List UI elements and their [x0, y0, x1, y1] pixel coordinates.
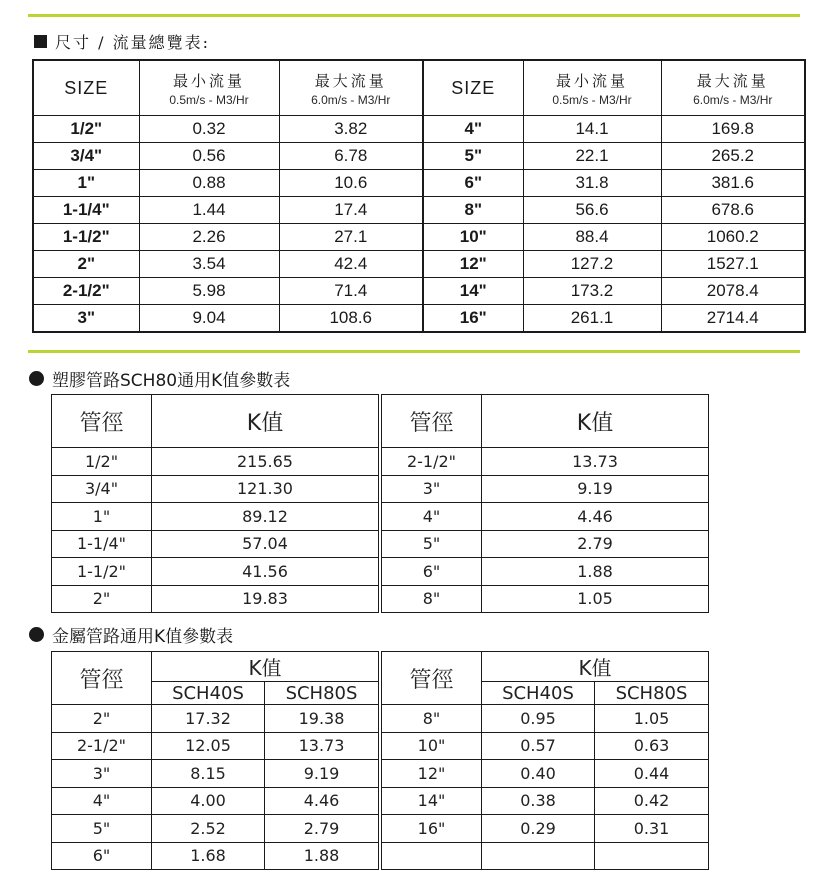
min-flow-cell: 2.26	[139, 224, 279, 251]
size-cell: 3/4"	[33, 143, 139, 170]
table-row	[382, 448, 709, 476]
pipe-size-cell: 3"	[382, 475, 482, 503]
k-value-cell: 1.05	[482, 585, 709, 613]
size-cell: 4"	[423, 116, 523, 143]
pipe-size-cell: 4"	[52, 787, 152, 815]
table-row	[33, 143, 805, 170]
sch80s-cell: 0.42	[595, 787, 709, 815]
min-flow-header: 最小流量	[523, 60, 661, 93]
max-flow-cell: 3.82	[279, 116, 423, 143]
max-flow-cell: 265.2	[661, 143, 805, 170]
size-cell: 16"	[423, 305, 523, 333]
pipe-size-cell: 8"	[382, 705, 482, 733]
table-row	[52, 815, 379, 843]
plastic-k-table-left	[51, 394, 379, 613]
pipe-size-cell: 16"	[382, 815, 482, 843]
size-cell: 1-1/2"	[33, 224, 139, 251]
table-row	[382, 475, 709, 503]
sch40s-cell: 0.29	[482, 815, 595, 843]
size-header: SIZE	[423, 60, 523, 116]
sch80s-cell: 0.31	[595, 815, 709, 843]
max-flow-cell: 10.6	[279, 170, 423, 197]
table-row	[33, 305, 805, 333]
table-row	[382, 530, 709, 558]
k-value-header: K值	[152, 395, 379, 448]
plastic-k-table-right	[381, 394, 709, 613]
min-flow-cell: 0.56	[139, 143, 279, 170]
max-flow-cell: 17.4	[279, 197, 423, 224]
table-row	[52, 760, 379, 788]
sch40s-header: SCH40S	[482, 682, 595, 705]
table-row	[33, 116, 805, 143]
sch40s-header: SCH40S	[152, 682, 265, 705]
pipe-size-cell: 3/4"	[52, 475, 152, 503]
k-value-cell: 13.73	[482, 448, 709, 476]
pipe-size-header: 管徑	[52, 652, 152, 705]
pipe-size-cell: 1/2"	[52, 448, 152, 476]
section3-title: 金屬管路通用K值參數表	[52, 627, 234, 647]
size-cell: 8"	[423, 197, 523, 224]
min-flow-cell: 127.2	[523, 251, 661, 278]
k-value-cell: 1.88	[482, 558, 709, 586]
table-row	[33, 170, 805, 197]
min-flow-cell: 3.54	[139, 251, 279, 278]
table-row	[382, 705, 709, 733]
section1-heading	[34, 30, 210, 53]
square-bullet-icon	[34, 35, 47, 48]
metal-k-table-left	[51, 651, 379, 870]
k-value-cell: 2.79	[482, 530, 709, 558]
table-row	[52, 448, 379, 476]
size-cell: 3"	[33, 305, 139, 333]
bullet-icon	[29, 371, 44, 386]
size-flow-table	[32, 59, 806, 333]
pipe-size-cell	[382, 842, 482, 870]
min-flow-unit: 0.5m/s - M3/Hr	[139, 93, 279, 116]
sch80s-cell: 1.05	[595, 705, 709, 733]
table-row	[52, 842, 379, 870]
max-flow-unit: 6.0m/s - M3/Hr	[661, 93, 805, 116]
max-flow-cell: 2714.4	[661, 305, 805, 333]
k-value-cell: 19.83	[152, 585, 379, 613]
min-flow-cell: 9.04	[139, 305, 279, 333]
pipe-size-cell: 6"	[382, 558, 482, 586]
k-value-cell: 41.56	[152, 558, 379, 586]
pipe-size-cell: 1-1/4"	[52, 530, 152, 558]
sch40s-cell: 4.00	[152, 787, 265, 815]
max-flow-cell: 6.78	[279, 143, 423, 170]
table-row	[52, 732, 379, 760]
sch40s-cell	[482, 842, 595, 870]
size-cell: 1"	[33, 170, 139, 197]
table-row	[52, 585, 379, 613]
min-flow-cell: 22.1	[523, 143, 661, 170]
table-row	[52, 558, 379, 586]
table-row	[52, 787, 379, 815]
size-cell: 10"	[423, 224, 523, 251]
pipe-size-cell: 2"	[52, 705, 152, 733]
pipe-size-cell: 5"	[52, 815, 152, 843]
size-cell: 6"	[423, 170, 523, 197]
max-flow-cell: 169.8	[661, 116, 805, 143]
bullet-icon	[29, 627, 44, 642]
pipe-size-cell: 10"	[382, 732, 482, 760]
table-row	[52, 475, 379, 503]
min-flow-cell: 56.6	[523, 197, 661, 224]
pipe-size-cell: 1-1/2"	[52, 558, 152, 586]
sch80s-header: SCH80S	[595, 682, 709, 705]
sch80s-cell: 19.38	[265, 705, 379, 733]
max-flow-header: 最大流量	[279, 60, 423, 93]
table-row	[52, 503, 379, 531]
sch80s-cell: 4.46	[265, 787, 379, 815]
section2-title: 塑膠管路SCH80通用K值參數表	[52, 371, 291, 391]
max-flow-unit: 6.0m/s - M3/Hr	[279, 93, 423, 116]
k-value-cell: 121.30	[152, 475, 379, 503]
top-divider	[28, 14, 800, 17]
table-row	[382, 585, 709, 613]
table-row	[52, 530, 379, 558]
min-flow-cell: 5.98	[139, 278, 279, 305]
sch80s-cell: 0.44	[595, 760, 709, 788]
size-cell: 14"	[423, 278, 523, 305]
size-cell: 1/2"	[33, 116, 139, 143]
min-flow-cell: 0.32	[139, 116, 279, 143]
sch80s-cell	[595, 842, 709, 870]
sch80s-cell: 0.63	[595, 732, 709, 760]
max-flow-cell: 1060.2	[661, 224, 805, 251]
size-cell: 12"	[423, 251, 523, 278]
size-cell: 1-1/4"	[33, 197, 139, 224]
k-value-cell: 215.65	[152, 448, 379, 476]
section1-title: 尺寸 / 流量總覽表:	[55, 33, 210, 52]
min-flow-cell: 88.4	[523, 224, 661, 251]
max-flow-cell: 71.4	[279, 278, 423, 305]
k-value-header: K值	[152, 652, 379, 682]
sch40s-cell: 0.95	[482, 705, 595, 733]
table-row	[33, 197, 805, 224]
pipe-size-header: 管徑	[382, 395, 482, 448]
size-cell: 5"	[423, 143, 523, 170]
sch80s-cell: 9.19	[265, 760, 379, 788]
max-flow-cell: 381.6	[661, 170, 805, 197]
max-flow-cell: 42.4	[279, 251, 423, 278]
table-row	[52, 705, 379, 733]
sch40s-cell: 2.52	[152, 815, 265, 843]
pipe-size-cell: 8"	[382, 585, 482, 613]
sch80s-cell: 2.79	[265, 815, 379, 843]
sch40s-cell: 0.57	[482, 732, 595, 760]
table-row	[382, 815, 709, 843]
min-flow-cell: 261.1	[523, 305, 661, 333]
sch40s-cell: 17.32	[152, 705, 265, 733]
k-value-header: K值	[482, 652, 709, 682]
sch40s-cell: 12.05	[152, 732, 265, 760]
k-value-cell: 57.04	[152, 530, 379, 558]
metal-k-table-right	[381, 651, 709, 870]
pipe-size-cell: 2-1/2"	[382, 448, 482, 476]
max-flow-cell: 678.6	[661, 197, 805, 224]
table-row	[33, 251, 805, 278]
table-row	[33, 224, 805, 251]
k-value-cell: 9.19	[482, 475, 709, 503]
k-value-cell: 4.46	[482, 503, 709, 531]
table-row	[382, 732, 709, 760]
sch40s-cell: 1.68	[152, 842, 265, 870]
max-flow-cell: 108.6	[279, 305, 423, 333]
table-row	[382, 760, 709, 788]
sch40s-cell: 0.40	[482, 760, 595, 788]
pipe-size-cell: 12"	[382, 760, 482, 788]
section3-heading	[29, 622, 233, 647]
max-flow-header: 最大流量	[661, 60, 805, 93]
table-row	[382, 842, 709, 870]
sch80s-header: SCH80S	[265, 682, 379, 705]
pipe-size-cell: 5"	[382, 530, 482, 558]
table-row	[382, 558, 709, 586]
max-flow-cell: 27.1	[279, 224, 423, 251]
k-value-header: K值	[482, 395, 709, 448]
max-flow-cell: 2078.4	[661, 278, 805, 305]
table-row	[382, 503, 709, 531]
size-cell: 2"	[33, 251, 139, 278]
sch40s-cell: 0.38	[482, 787, 595, 815]
min-flow-header: 最小流量	[139, 60, 279, 93]
pipe-size-cell: 3"	[52, 760, 152, 788]
table-row	[33, 278, 805, 305]
min-flow-cell: 1.44	[139, 197, 279, 224]
section2-heading	[29, 366, 290, 391]
pipe-size-cell: 2"	[52, 585, 152, 613]
sch80s-cell: 13.73	[265, 732, 379, 760]
max-flow-cell: 1527.1	[661, 251, 805, 278]
min-flow-cell: 173.2	[523, 278, 661, 305]
table-row	[382, 787, 709, 815]
min-flow-unit: 0.5m/s - M3/Hr	[523, 93, 661, 116]
min-flow-cell: 0.88	[139, 170, 279, 197]
pipe-size-cell: 6"	[52, 842, 152, 870]
sch40s-cell: 8.15	[152, 760, 265, 788]
pipe-size-cell: 2-1/2"	[52, 732, 152, 760]
min-flow-cell: 31.8	[523, 170, 661, 197]
k-value-cell: 89.12	[152, 503, 379, 531]
pipe-size-header: 管徑	[382, 652, 482, 705]
min-flow-cell: 14.1	[523, 116, 661, 143]
size-cell: 2-1/2"	[33, 278, 139, 305]
pipe-size-cell: 1"	[52, 503, 152, 531]
pipe-size-cell: 14"	[382, 787, 482, 815]
sch80s-cell: 1.88	[265, 842, 379, 870]
middle-divider	[28, 350, 800, 353]
pipe-size-cell: 4"	[382, 503, 482, 531]
pipe-size-header: 管徑	[52, 395, 152, 448]
size-header: SIZE	[33, 60, 139, 116]
